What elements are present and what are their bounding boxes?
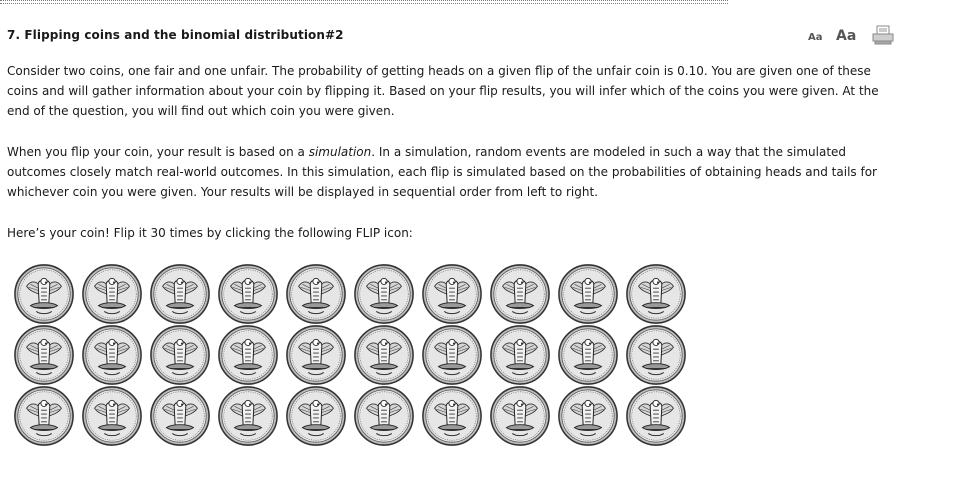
eagle-coin-icon[interactable]	[421, 263, 483, 325]
eagle-coin-icon[interactable]	[285, 385, 347, 447]
eagle-coin-icon[interactable]	[149, 385, 211, 447]
eagle-coin-icon[interactable]	[13, 263, 75, 325]
eagle-coin-icon[interactable]	[217, 385, 279, 447]
simulation-term: simulation	[308, 145, 372, 159]
eagle-coin-icon[interactable]	[217, 324, 279, 386]
eagle-coin-icon[interactable]	[489, 385, 551, 447]
eagle-coin-icon[interactable]	[81, 385, 143, 447]
eagle-coin-icon[interactable]	[557, 324, 619, 386]
eagle-coin-icon[interactable]	[353, 385, 415, 447]
simulation-text-start: When you flip your coin, your result is based on a	[7, 145, 309, 159]
eagle-coin-icon[interactable]	[81, 324, 143, 386]
eagle-coin-icon[interactable]	[489, 263, 551, 325]
eagle-coin-icon[interactable]	[149, 263, 211, 325]
eagle-coin-icon[interactable]	[285, 324, 347, 386]
eagle-coin-icon[interactable]	[13, 385, 75, 447]
eagle-coin-icon[interactable]	[625, 263, 687, 325]
question-title: 7. Flipping coins and the binomial distribution#2	[7, 28, 344, 42]
eagle-coin-icon[interactable]	[625, 385, 687, 447]
eagle-coin-icon[interactable]	[149, 324, 211, 386]
eagle-coin-icon[interactable]	[421, 385, 483, 447]
coin-grid	[13, 263, 683, 446]
simulation-paragraph	[7, 142, 892, 202]
increase-font-button[interactable]: Aa	[836, 28, 857, 44]
eagle-coin-icon[interactable]	[81, 263, 143, 325]
eagle-coin-icon[interactable]	[421, 324, 483, 386]
eagle-coin-icon[interactable]	[353, 263, 415, 325]
eagle-coin-icon[interactable]	[217, 263, 279, 325]
eagle-coin-icon[interactable]	[13, 324, 75, 386]
eagle-coin-icon[interactable]	[625, 324, 687, 386]
eagle-coin-icon[interactable]	[489, 324, 551, 386]
decrease-font-button[interactable]: Aa	[808, 32, 823, 43]
eagle-coin-icon[interactable]	[557, 263, 619, 325]
eagle-coin-icon[interactable]	[557, 385, 619, 447]
eagle-coin-icon[interactable]	[285, 263, 347, 325]
top-divider	[0, 0, 728, 4]
instruction-paragraph: Here’s your coin! Flip it 30 times by clicking the following FLIP icon:	[7, 226, 413, 240]
simulation-text-end: . In a simulation, random events are modeled in such a way that the simulated outcomes closely match real-world outcomes. In this simulation, each flip is simulated based on the probabilities of obtaining heads and tails for whichever coin you were given. Your results will be displayed in sequential order from left to right.	[7, 145, 877, 199]
intro-paragraph: Consider two coins, one fair and one unfair. The probability of getting heads on a given flip of the unfair coin is 0.10. You are given one of these coins and will gather information about your coin by flipping it. Based on your flip results, you will infer which of the coins you were given. At the end of the question, you will find out which coin you were given.	[7, 64, 879, 118]
eagle-coin-icon[interactable]	[353, 324, 415, 386]
print-icon[interactable]	[872, 25, 894, 49]
